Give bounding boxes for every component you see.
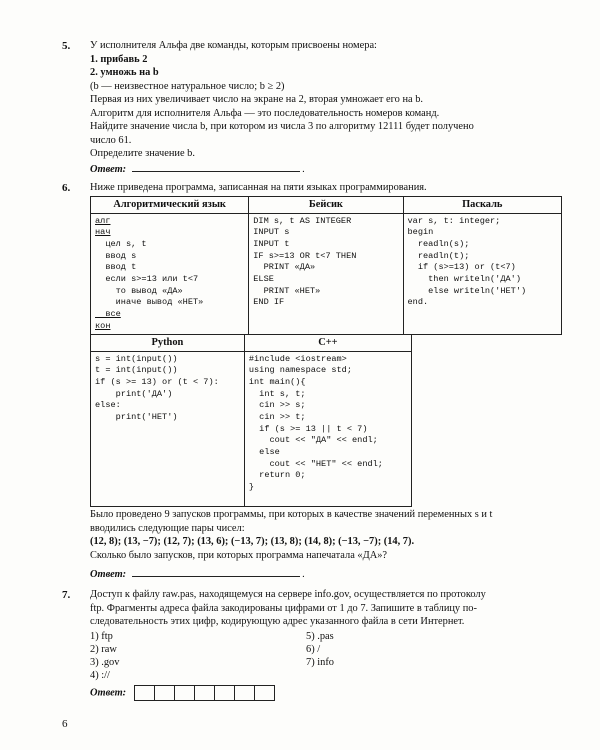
answer-cell[interactable] bbox=[214, 685, 235, 701]
code-line: cin >> s; bbox=[248, 400, 306, 411]
code-line: END IF bbox=[253, 297, 285, 308]
task-5-command-2: 2. умножь на b bbox=[90, 67, 159, 79]
task-5-intro: У исполнителя Альфа две команды, которым присвоены номера: bbox=[90, 40, 377, 51]
answer-cell[interactable] bbox=[134, 685, 155, 701]
code-line: ELSE bbox=[253, 273, 274, 284]
code-line: кон bbox=[95, 320, 111, 331]
code-line: t = int(input()) bbox=[95, 365, 178, 376]
header-python: Python bbox=[91, 335, 245, 352]
task-7-line-3: следовательность этих цифр, кодирующую адрес указанного файла в сети Интернет. bbox=[90, 616, 465, 628]
code-python bbox=[91, 351, 245, 506]
code-line: print('НЕТ') bbox=[95, 411, 178, 422]
code-line: print('ДА') bbox=[95, 388, 173, 399]
answer-cell[interactable] bbox=[154, 685, 175, 701]
task-6-answer: Ответ: . bbox=[90, 566, 566, 582]
task-7 bbox=[90, 588, 566, 629]
code-line: } bbox=[248, 482, 255, 493]
code-line: все bbox=[95, 309, 121, 320]
code-line: var s, t: integer; bbox=[407, 215, 501, 226]
code-line: then writeln('ДА') bbox=[407, 273, 521, 284]
code-line: ввод s bbox=[95, 250, 137, 261]
task-7-line-2: ftp. Фрагменты адреса файла закодированы цифрами от 1 до 7. Запишите в таблицу по- bbox=[90, 602, 477, 614]
code-line: return 0; bbox=[248, 470, 306, 481]
code-line: if (s >= 13 || t < 7) bbox=[248, 423, 368, 434]
code-line: PRINT «ДА» bbox=[253, 262, 316, 273]
task-5-line-1: Первая из них увеличивает число на экране на 2, вторая умножает его на b. bbox=[90, 94, 424, 106]
code-line: если s>=13 или t<7 bbox=[95, 273, 199, 284]
task-6-question: Сколько было запусков, при которых программа напечатала «ДА»? bbox=[90, 549, 388, 561]
option-gov: 3) .gov bbox=[90, 657, 120, 668]
header-basic: Бейсик bbox=[249, 197, 403, 214]
code-line: ввод t bbox=[95, 262, 137, 273]
code-line: иначе вывод «НЕТ» bbox=[95, 297, 204, 308]
answer-cell[interactable] bbox=[254, 685, 275, 701]
code-line: INPUT t bbox=[253, 238, 290, 249]
option-pas: 5) .pas bbox=[306, 631, 334, 642]
task-6-text-1: Было проведено 9 запусков программы, при которых в качестве значений переменных s и t bbox=[90, 509, 493, 520]
task-7-number: 7. bbox=[62, 589, 71, 601]
code-line: #include <iostream> bbox=[248, 353, 347, 364]
answer-cell[interactable] bbox=[194, 685, 215, 701]
task-5-answer-field[interactable] bbox=[132, 161, 300, 172]
task-7-answer-cells bbox=[135, 685, 275, 701]
task-5-line-3: Найдите значение числа b, при котором из числа 3 по алгоритму 12111 будет получено bbox=[90, 121, 474, 133]
code-line: цел s, t bbox=[95, 238, 147, 249]
code-line: if (s>=13) or (t<7) bbox=[407, 262, 516, 273]
code-line: else writeln('НЕТ') bbox=[407, 285, 527, 296]
code-line: IF s>=13 OR t<7 THEN bbox=[253, 250, 357, 261]
task-6-text-2: вводились следующие пары чисел: bbox=[90, 522, 245, 534]
task-6-number: 6. bbox=[62, 182, 71, 194]
code-line: else bbox=[248, 447, 280, 458]
answer-cell[interactable] bbox=[234, 685, 255, 701]
task-6-answer-label: Ответ: bbox=[90, 569, 127, 581]
code-line: cin >> t; bbox=[248, 411, 306, 422]
header-algorithmic: Алгоритмический язык bbox=[91, 197, 249, 214]
code-line: else: bbox=[95, 400, 121, 411]
task-7-line-1: Доступ к файлу raw.pas, находящемуся на сервере info.gov, осуществляется по протоколу bbox=[90, 589, 486, 600]
answer-cell[interactable] bbox=[174, 685, 195, 701]
code-line: int main(){ bbox=[248, 376, 306, 387]
code-line: PRINT «НЕТ» bbox=[253, 285, 321, 296]
header-pascal: Паскаль bbox=[403, 197, 561, 214]
task-6-pairs: (12, 8); (13, −7); (12, 7); (13, 6); (−13, 7); (13, 8); (14, 8); (−13, −7); (14, 7). bbox=[90, 536, 415, 548]
header-cpp: C++ bbox=[244, 335, 411, 352]
option-ftp: 1) ftp bbox=[90, 631, 113, 642]
task-5-line-5: Определите значение b. bbox=[90, 148, 195, 160]
code-line: cout << "НЕТ" << endl; bbox=[248, 458, 383, 469]
code-cpp bbox=[244, 351, 411, 506]
task-5-command-1: 1. прибавь 2 bbox=[90, 53, 148, 65]
task-6-intro: Ниже приведена программа, записанная на пяти языках программирования. bbox=[90, 182, 427, 193]
task-7-answer-label: Ответ: bbox=[90, 687, 127, 699]
code-line: cout << "ДА" << endl; bbox=[248, 435, 378, 446]
code-line: INPUT s bbox=[253, 227, 290, 238]
code-table-bottom bbox=[90, 334, 412, 507]
task-6-question-block bbox=[90, 508, 566, 582]
code-line: begin bbox=[407, 227, 434, 238]
task-5 bbox=[90, 39, 566, 176]
page-number: 6 bbox=[62, 718, 68, 730]
code-line: нач bbox=[95, 227, 111, 238]
code-table-top bbox=[90, 196, 562, 335]
task-6-answer-field[interactable] bbox=[132, 566, 300, 577]
code-algorithmic bbox=[91, 213, 249, 335]
code-line: DIM s, t AS INTEGER bbox=[253, 215, 352, 226]
option-info: 7) info bbox=[306, 657, 334, 668]
task-5-answer: Ответ: . bbox=[90, 161, 566, 177]
code-line: readln(s); bbox=[407, 238, 470, 249]
code-basic bbox=[249, 213, 403, 335]
code-line: end. bbox=[407, 297, 429, 308]
option-raw: 2) raw bbox=[90, 644, 117, 655]
option-separator: 4) :// bbox=[90, 670, 110, 681]
option-slash: 6) / bbox=[306, 644, 321, 655]
task-5-note: (b — неизвестное натуральное число; b ≥ 2) bbox=[90, 80, 285, 92]
code-line: алг bbox=[95, 215, 111, 226]
task-5-number: 5. bbox=[62, 40, 71, 52]
task-5-line-4: число 61. bbox=[90, 134, 132, 146]
task-7-answer bbox=[90, 685, 275, 701]
task-5-answer-label: Ответ: bbox=[90, 163, 127, 175]
code-line: readln(t); bbox=[407, 250, 470, 261]
task-5-line-2: Алгоритм для исполнителя Альфа — это последовательность номеров команд. bbox=[90, 107, 440, 119]
code-line: if (s >= 13) or (t < 7): bbox=[95, 376, 219, 387]
code-line: то вывод «ДА» bbox=[95, 285, 183, 296]
task-7-options-right bbox=[306, 630, 600, 669]
code-line: s = int(input()) bbox=[95, 353, 178, 364]
code-pascal bbox=[403, 213, 561, 335]
code-line: int s, t; bbox=[248, 388, 306, 399]
code-line: using namespace std; bbox=[248, 365, 353, 376]
